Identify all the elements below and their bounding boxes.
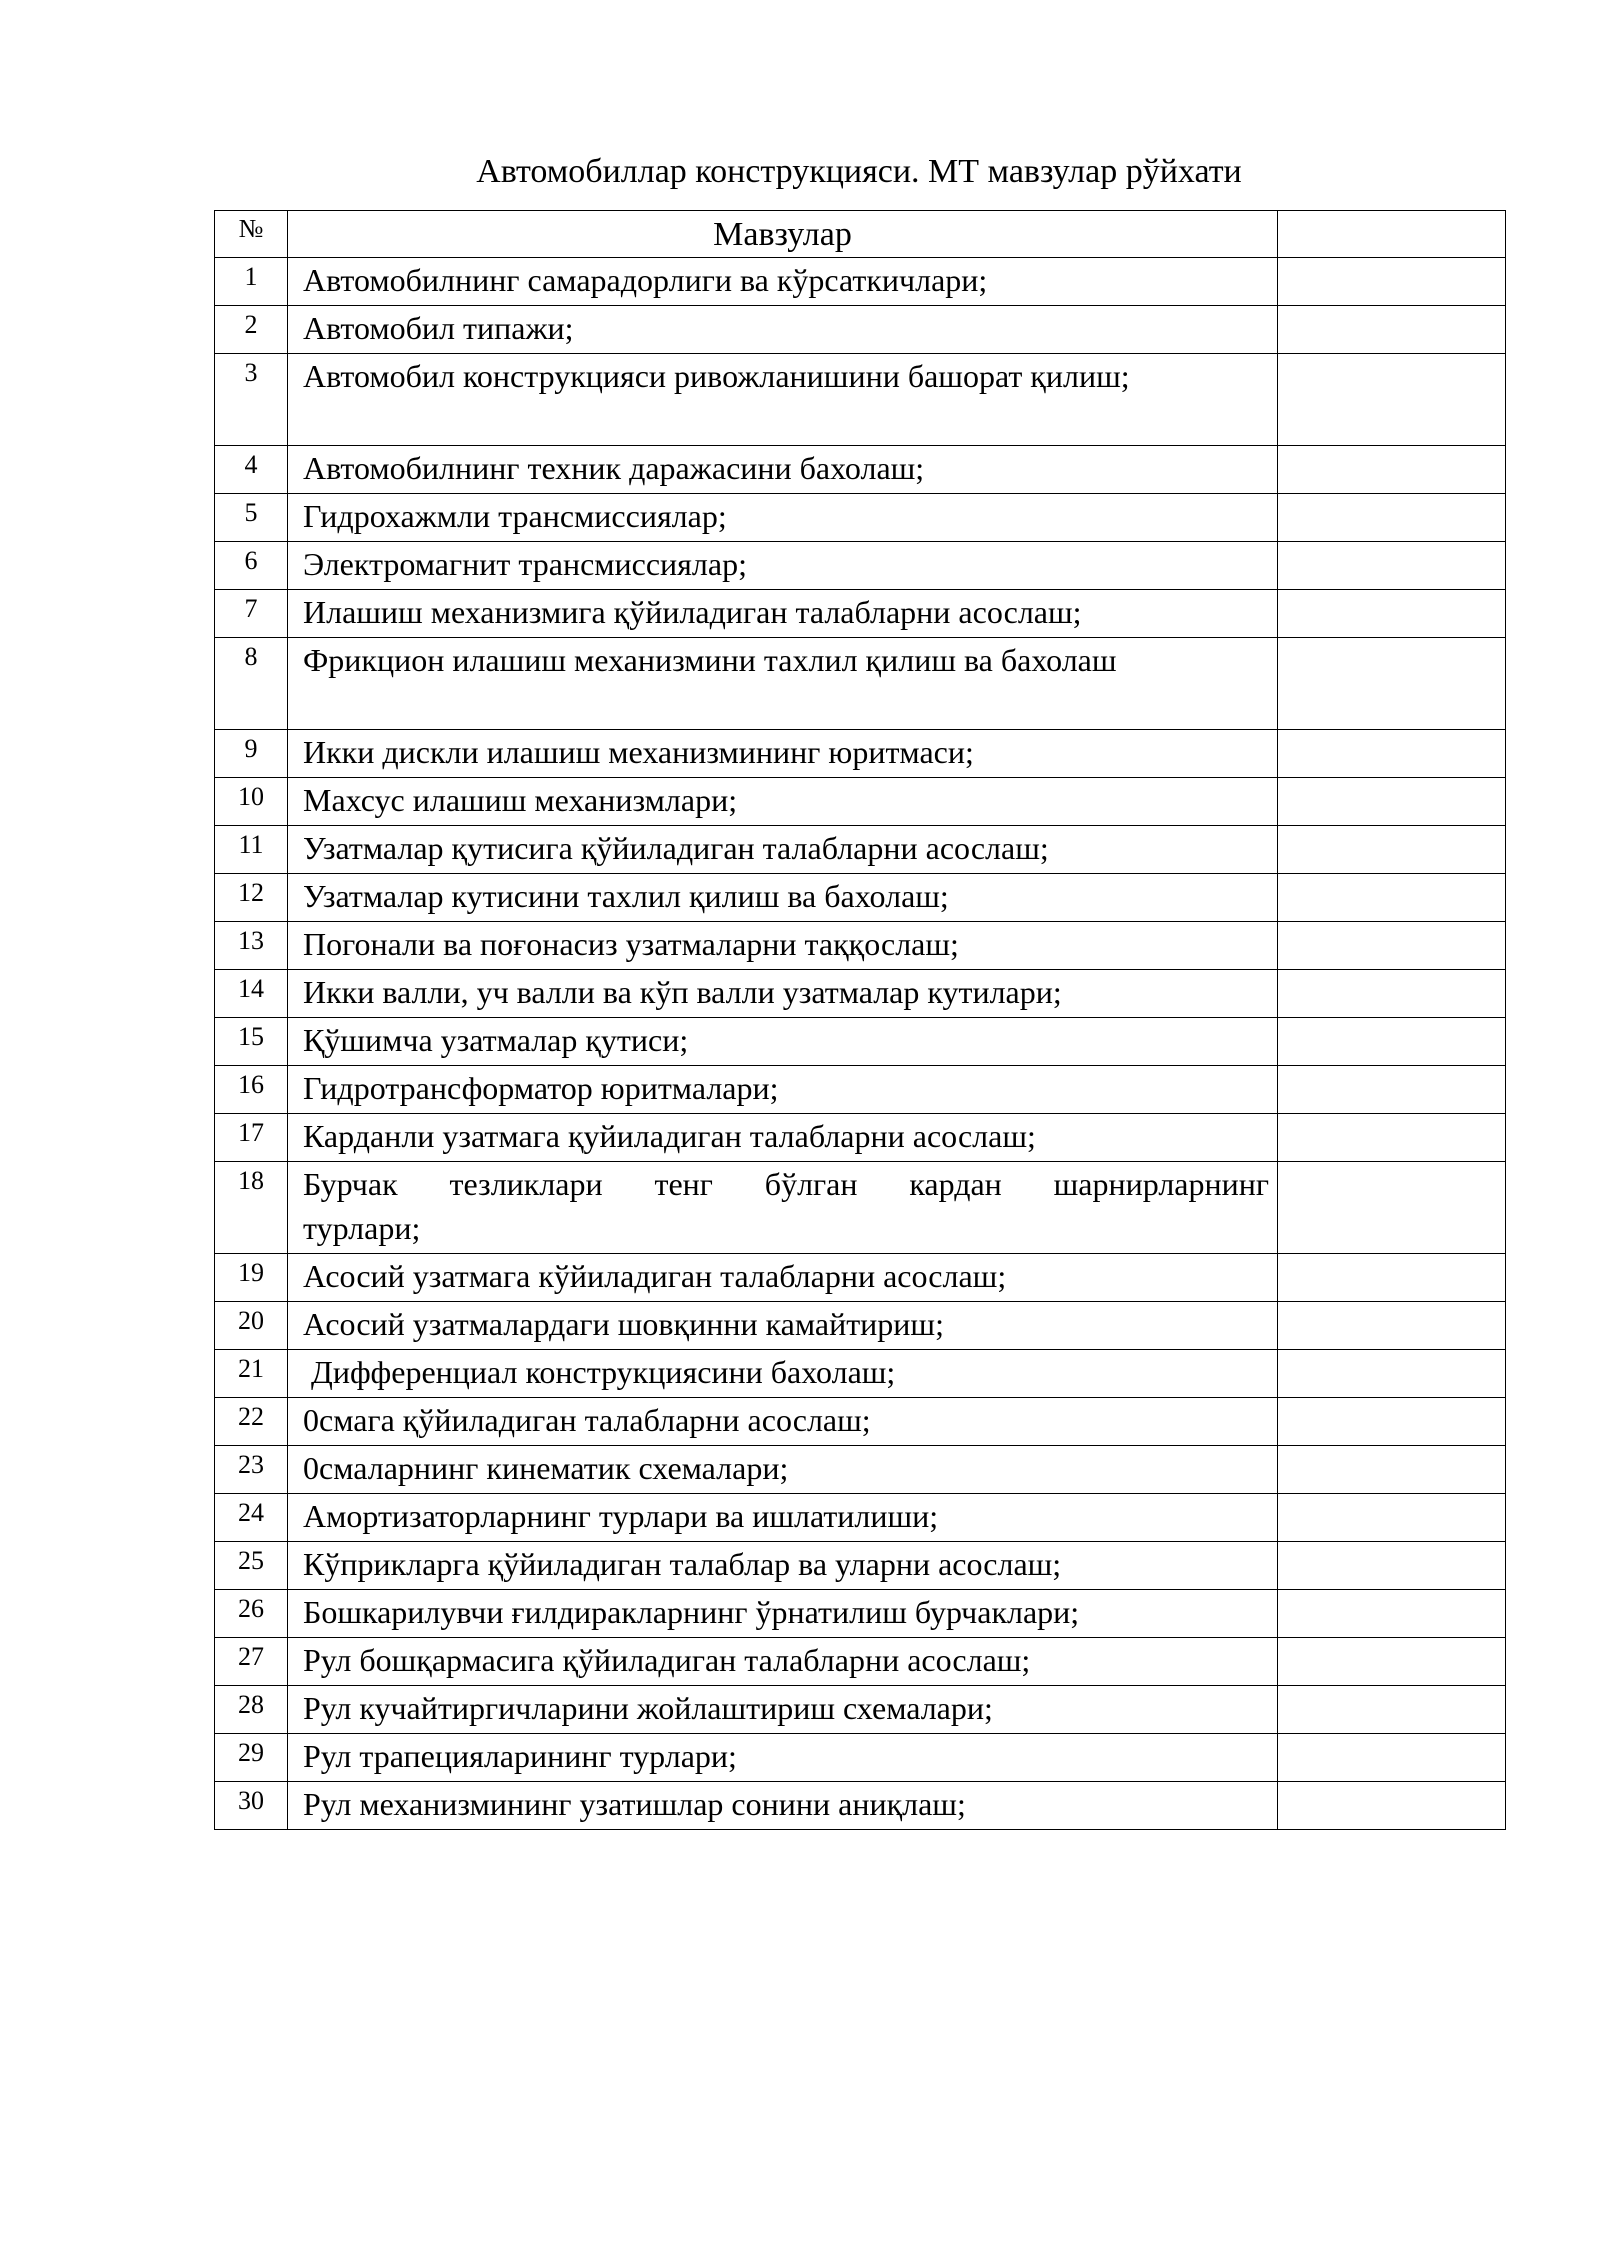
table-row	[215, 258, 1506, 306]
table-row	[215, 494, 1506, 542]
row-extra-cell	[1278, 1162, 1506, 1254]
row-number: 7	[215, 590, 288, 638]
row-number: 4	[215, 446, 288, 494]
row-extra-cell	[1278, 1782, 1506, 1830]
table-row	[215, 1446, 1506, 1494]
table-row	[215, 730, 1506, 778]
row-number: 16	[215, 1066, 288, 1114]
row-extra-cell	[1278, 1254, 1506, 1302]
table-row	[215, 1302, 1506, 1350]
row-number: 27	[215, 1638, 288, 1686]
table-row	[215, 638, 1506, 730]
row-topic: Кўприкларга қўйиладиган талаблар ва уларни асослаш;	[288, 1542, 1278, 1590]
table-row	[215, 1254, 1506, 1302]
table-row	[215, 1734, 1506, 1782]
row-number: 9	[215, 730, 288, 778]
row-extra-cell	[1278, 1686, 1506, 1734]
row-topic: Дифференциал конструкциясини бахолаш;	[288, 1350, 1278, 1398]
row-number: 15	[215, 1018, 288, 1066]
row-extra-cell	[1278, 306, 1506, 354]
row-extra-cell	[1278, 1302, 1506, 1350]
header-number: №	[215, 211, 288, 258]
row-number: 5	[215, 494, 288, 542]
row-number: 23	[215, 1446, 288, 1494]
table-row	[215, 874, 1506, 922]
row-number: 6	[215, 542, 288, 590]
row-extra-cell	[1278, 542, 1506, 590]
row-extra-cell	[1278, 1066, 1506, 1114]
row-topic: Рул бошқармасига қўйиладиган талабларни асослаш;	[288, 1638, 1278, 1686]
row-topic: Қўшимча узатмалар қутиси;	[288, 1018, 1278, 1066]
row-topic: Автомобил типажи;	[288, 306, 1278, 354]
row-number: 26	[215, 1590, 288, 1638]
row-number: 28	[215, 1686, 288, 1734]
row-number: 18	[215, 1162, 288, 1254]
row-topic: Махсус илашиш механизмлари;	[288, 778, 1278, 826]
table-row	[215, 446, 1506, 494]
table-row	[215, 1542, 1506, 1590]
table-row	[215, 1350, 1506, 1398]
row-number: 3	[215, 354, 288, 446]
table-row	[215, 1494, 1506, 1542]
row-topic: Гидрохажмли трансмиссиялар;	[288, 494, 1278, 542]
table-row	[215, 1066, 1506, 1114]
row-number: 10	[215, 778, 288, 826]
row-extra-cell	[1278, 1638, 1506, 1686]
table-row	[215, 922, 1506, 970]
row-number: 11	[215, 826, 288, 874]
row-topic: Узатмалар кутисини тахлил қилиш ва бахолаш;	[288, 874, 1278, 922]
row-topic: Асосий узатмага кўйиладиган талабларни асослаш;	[288, 1254, 1278, 1302]
table-row	[215, 826, 1506, 874]
row-number: 12	[215, 874, 288, 922]
row-topic: 0смага қўйиладиган талабларни асослаш;	[288, 1398, 1278, 1446]
row-number: 14	[215, 970, 288, 1018]
row-extra-cell	[1278, 874, 1506, 922]
row-number: 2	[215, 306, 288, 354]
row-extra-cell	[1278, 1114, 1506, 1162]
table-row	[215, 1018, 1506, 1066]
row-topic: Автомобилнинг техник даражасини бахолаш;	[288, 446, 1278, 494]
row-number: 17	[215, 1114, 288, 1162]
row-topic: Рул механизмининг узатишлар сонини аниқлаш;	[288, 1782, 1278, 1830]
table-row	[215, 1398, 1506, 1446]
row-topic: Автомобилнинг самарадорлиги ва кўрсаткичлари;	[288, 258, 1278, 306]
row-number: 24	[215, 1494, 288, 1542]
row-topic: Фрикцион илашиш механизмини тахлил қилиш ва бахолаш	[288, 638, 1278, 730]
row-topic: Илашиш механизмига қўйиладиган талабларни асослаш;	[288, 590, 1278, 638]
row-extra-cell	[1278, 354, 1506, 446]
row-topic: Бошкарилувчи ғилдиракларнинг ўрнатилиш бурчаклари;	[288, 1590, 1278, 1638]
row-topic: 0смаларнинг кинематик схемалари;	[288, 1446, 1278, 1494]
row-extra-cell	[1278, 1398, 1506, 1446]
row-number: 22	[215, 1398, 288, 1446]
page-title: Автомобиллар конструкцияси. МТ мавзулар рўйхати	[476, 153, 1242, 190]
table-row	[215, 590, 1506, 638]
row-extra-cell	[1278, 638, 1506, 730]
row-extra-cell	[1278, 826, 1506, 874]
header-topic: Мавзулар	[288, 211, 1278, 258]
table-row	[215, 1162, 1506, 1254]
row-topic: Электромагнит трансмиссиялар;	[288, 542, 1278, 590]
table-row	[215, 542, 1506, 590]
row-extra-cell	[1278, 446, 1506, 494]
row-topic: Икки дискли илашиш механизмининг юритмаси;	[288, 730, 1278, 778]
row-topic: Автомобил конструкцияси ривожланишини башорат қилиш;	[288, 354, 1278, 446]
row-number: 25	[215, 1542, 288, 1590]
table-row	[215, 970, 1506, 1018]
row-extra-cell	[1278, 1494, 1506, 1542]
row-extra-cell	[1278, 1350, 1506, 1398]
row-topic: Рул кучайтиргичларини жойлаштириш схемалари;	[288, 1686, 1278, 1734]
row-extra-cell	[1278, 1542, 1506, 1590]
row-number: 8	[215, 638, 288, 730]
row-topic: Узатмалар қутисига қўйиладиган талабларни асослаш;	[288, 826, 1278, 874]
row-extra-cell	[1278, 590, 1506, 638]
row-topic: Рул трапецияларининг турлари;	[288, 1734, 1278, 1782]
row-number: 1	[215, 258, 288, 306]
row-extra-cell	[1278, 1590, 1506, 1638]
row-topic: Бурчак тезликлари тенг бўлган кардан шарнирларнинг турлари;	[288, 1162, 1278, 1254]
table-row	[215, 778, 1506, 826]
row-extra-cell	[1278, 970, 1506, 1018]
table-row	[215, 1782, 1506, 1830]
row-number: 29	[215, 1734, 288, 1782]
table-row	[215, 306, 1506, 354]
row-extra-cell	[1278, 1734, 1506, 1782]
row-extra-cell	[1278, 258, 1506, 306]
table-row	[215, 354, 1506, 446]
table-header-row	[215, 211, 1506, 258]
row-extra-cell	[1278, 1446, 1506, 1494]
row-extra-cell	[1278, 494, 1506, 542]
row-number: 20	[215, 1302, 288, 1350]
row-number: 19	[215, 1254, 288, 1302]
row-number: 13	[215, 922, 288, 970]
table-row	[215, 1590, 1506, 1638]
table-row	[215, 1638, 1506, 1686]
table-row	[215, 1686, 1506, 1734]
row-extra-cell	[1278, 778, 1506, 826]
row-topic: Амортизаторларнинг турлари ва ишлатилиши;	[288, 1494, 1278, 1542]
row-topic: Погонали ва поғонасиз узатмаларни таққослаш;	[288, 922, 1278, 970]
topics-table	[214, 210, 1506, 1830]
row-topic: Гидротрансформатор юритмалари;	[288, 1066, 1278, 1114]
row-extra-cell	[1278, 730, 1506, 778]
row-topic: Асосий узатмалардаги шовқинни камайтириш;	[288, 1302, 1278, 1350]
table-row	[215, 1114, 1506, 1162]
row-extra-cell	[1278, 922, 1506, 970]
row-topic: Икки валли, уч валли ва кўп валли узатмалар кутилари;	[288, 970, 1278, 1018]
row-number: 30	[215, 1782, 288, 1830]
row-topic: Карданли узатмага қуйиладиган талабларни асослаш;	[288, 1114, 1278, 1162]
row-extra-cell	[1278, 1018, 1506, 1066]
row-number: 21	[215, 1350, 288, 1398]
header-extra	[1278, 211, 1506, 258]
